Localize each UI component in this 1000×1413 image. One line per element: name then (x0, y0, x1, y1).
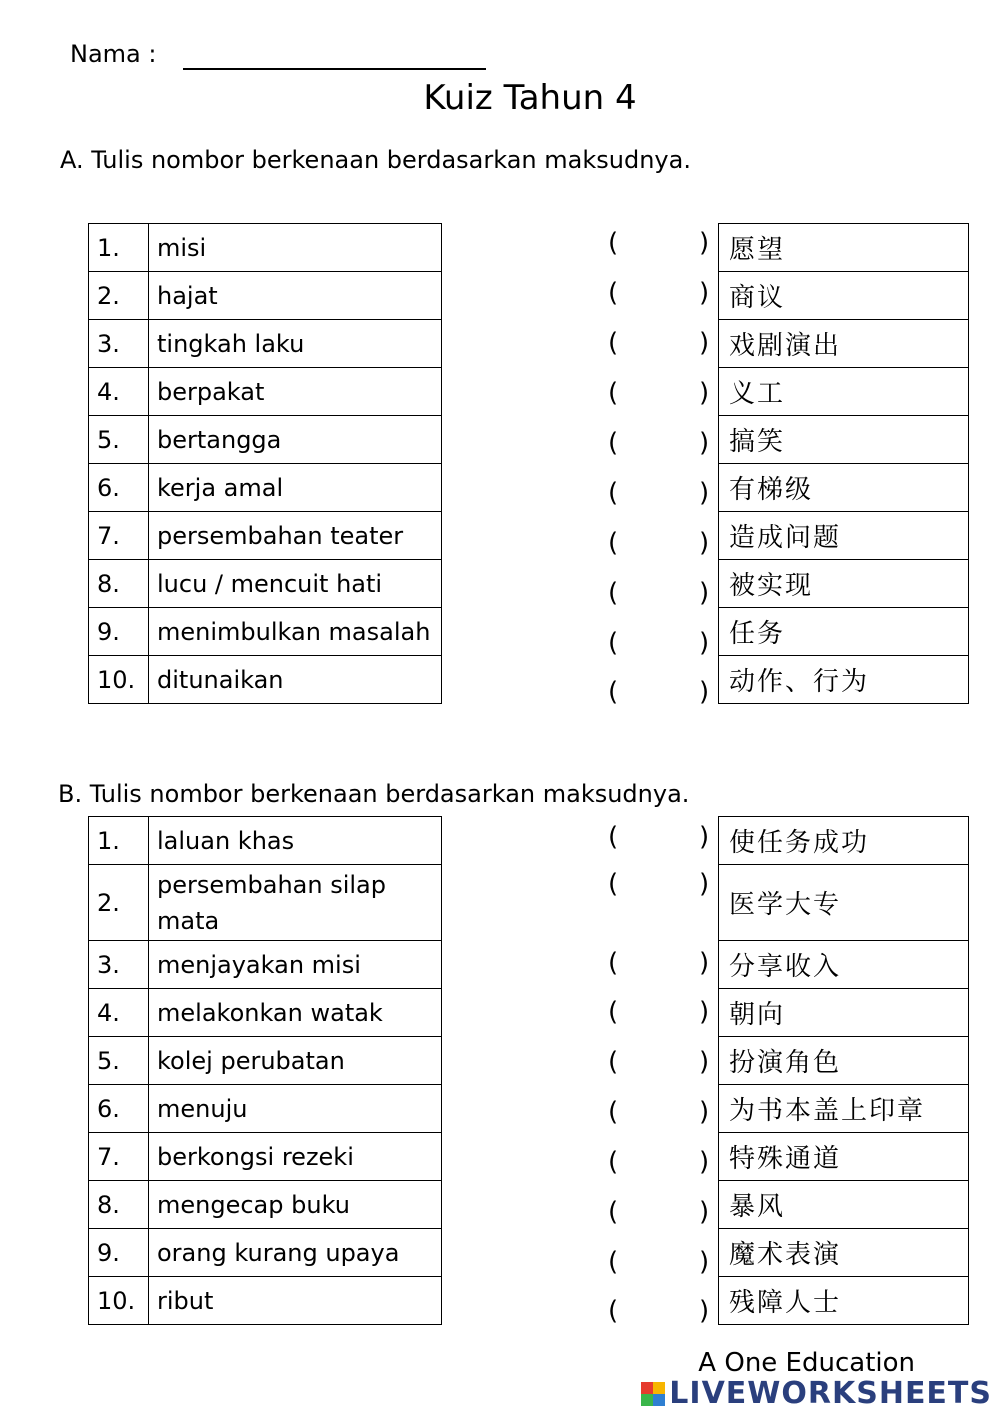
close-bracket: ) (699, 1047, 710, 1077)
item-number: 2. (89, 865, 149, 941)
chinese-meaning: 动作、行为 (719, 656, 969, 704)
table-row (89, 1229, 442, 1277)
open-bracket: ( (608, 1097, 619, 1127)
chinese-meaning: 任务 (719, 608, 969, 656)
table-row (719, 1133, 969, 1181)
open-bracket: ( (608, 628, 619, 658)
open-bracket: ( (608, 228, 619, 258)
table-row (719, 656, 969, 704)
section-b-instruction: B. Tulis nombor berkenaan berdasarkan maksudnya. (58, 780, 690, 808)
table-row (719, 817, 969, 865)
item-number: 6. (89, 1085, 149, 1133)
answer-slot[interactable] (625, 950, 695, 980)
malay-word: mengecap buku (149, 1181, 442, 1229)
malay-word: menjayakan misi (149, 941, 442, 989)
footer-credit: A One Education (698, 1348, 915, 1378)
answer-slot[interactable] (625, 1199, 695, 1229)
chinese-meaning: 朝向 (719, 989, 969, 1037)
answer-slot[interactable] (625, 1149, 695, 1179)
item-number: 9. (89, 1229, 149, 1277)
close-bracket: ) (699, 628, 710, 658)
brand-footer[interactable] (641, 1376, 992, 1411)
table-row (719, 1229, 969, 1277)
section-a-instruction: A. Tulis nombor berkenaan berdasarkan maksudnya. (60, 146, 691, 174)
malay-word: menimbulkan masalah (149, 608, 442, 656)
table-row (89, 1085, 442, 1133)
close-bracket: ) (699, 278, 710, 308)
item-number: 10. (89, 1277, 149, 1325)
close-bracket: ) (699, 1147, 710, 1177)
malay-word: kolej perubatan (149, 1037, 442, 1085)
malay-word: ditunaikan (149, 656, 442, 704)
open-bracket: ( (608, 278, 619, 308)
malay-word: persembahan teater (149, 512, 442, 560)
open-bracket: ( (608, 1047, 619, 1077)
item-number: 9. (89, 608, 149, 656)
answer-slot[interactable] (625, 679, 695, 709)
table-row (719, 272, 969, 320)
close-bracket: ) (699, 997, 710, 1027)
answer-slot[interactable] (625, 280, 695, 310)
open-bracket: ( (608, 948, 619, 978)
close-bracket: ) (699, 478, 710, 508)
table-row (719, 464, 969, 512)
table-row (719, 1277, 969, 1325)
close-bracket: ) (699, 677, 710, 707)
chinese-meaning: 扮演角色 (719, 1037, 969, 1085)
table-row (719, 512, 969, 560)
chinese-meaning: 戏剧演出 (719, 320, 969, 368)
table-row (89, 1037, 442, 1085)
open-bracket: ( (608, 997, 619, 1027)
table-row (719, 989, 969, 1037)
open-bracket: ( (608, 822, 619, 852)
answer-slot[interactable] (625, 480, 695, 510)
malay-word: berkongsi rezeki (149, 1133, 442, 1181)
answer-slot[interactable] (625, 580, 695, 610)
open-bracket: ( (608, 1247, 619, 1277)
malay-word: ribut (149, 1277, 442, 1325)
malay-word: orang kurang upaya (149, 1229, 442, 1277)
close-bracket: ) (699, 228, 710, 258)
malay-word: menuju (149, 1085, 442, 1133)
table-row (719, 560, 969, 608)
table-row (89, 865, 442, 941)
table-row (89, 989, 442, 1037)
chinese-meaning: 商议 (719, 272, 969, 320)
item-number: 8. (89, 1181, 149, 1229)
open-bracket: ( (608, 1197, 619, 1227)
item-number: 2. (89, 272, 149, 320)
close-bracket: ) (699, 528, 710, 558)
close-bracket: ) (699, 1296, 710, 1326)
close-bracket: ) (699, 428, 710, 458)
open-bracket: ( (608, 328, 619, 358)
close-bracket: ) (699, 328, 710, 358)
table-row (89, 941, 442, 989)
liveworksheets-logo-icon (641, 1382, 665, 1406)
answer-slot[interactable] (625, 1049, 695, 1079)
item-number: 1. (89, 224, 149, 272)
answer-slot[interactable] (625, 430, 695, 460)
table-row (89, 320, 442, 368)
item-number: 10. (89, 656, 149, 704)
malay-word: bertangga (149, 416, 442, 464)
table-row (719, 368, 969, 416)
table-row (719, 865, 969, 941)
close-bracket: ) (699, 869, 710, 899)
chinese-meaning: 魔术表演 (719, 1229, 969, 1277)
name-label: Nama : (70, 40, 157, 68)
malay-word: persembahan silap mata (149, 865, 442, 941)
page-title: Kuiz Tahun 4 (423, 78, 637, 118)
open-bracket: ( (608, 1147, 619, 1177)
table-row (89, 1181, 442, 1229)
answer-slot[interactable] (625, 999, 695, 1029)
table-row (89, 464, 442, 512)
malay-word: hajat (149, 272, 442, 320)
close-bracket: ) (699, 378, 710, 408)
chinese-meaning: 残障人士 (719, 1277, 969, 1325)
chinese-meaning: 搞笑 (719, 416, 969, 464)
answer-slot[interactable] (625, 230, 695, 260)
section-b-word-table (88, 816, 442, 1325)
malay-word: tingkah laku (149, 320, 442, 368)
table-row (89, 368, 442, 416)
chinese-meaning: 特殊通道 (719, 1133, 969, 1181)
brand-name: LIVEWORKSHEETS (669, 1376, 992, 1411)
malay-word: kerja amal (149, 464, 442, 512)
table-row (89, 1277, 442, 1325)
malay-word: lucu / mencuit hati (149, 560, 442, 608)
table-row (89, 224, 442, 272)
table-row (719, 941, 969, 989)
answer-slot[interactable] (625, 630, 695, 660)
answer-slot[interactable] (625, 1298, 695, 1328)
table-row (719, 416, 969, 464)
answer-slot[interactable] (625, 530, 695, 560)
item-number: 7. (89, 512, 149, 560)
table-row (89, 560, 442, 608)
answer-slot[interactable] (625, 380, 695, 410)
chinese-meaning: 愿望 (719, 224, 969, 272)
open-bracket: ( (608, 1296, 619, 1326)
close-bracket: ) (699, 578, 710, 608)
section-a-word-table (88, 223, 442, 704)
item-number: 6. (89, 464, 149, 512)
table-row (719, 1085, 969, 1133)
item-number: 1. (89, 817, 149, 865)
table-row (719, 1037, 969, 1085)
table-row (89, 656, 442, 704)
answer-slot[interactable] (625, 1099, 695, 1129)
item-number: 5. (89, 1037, 149, 1085)
open-bracket: ( (608, 428, 619, 458)
close-bracket: ) (699, 1247, 710, 1277)
table-row (719, 224, 969, 272)
chinese-meaning: 分享收入 (719, 941, 969, 989)
table-row (89, 608, 442, 656)
close-bracket: ) (699, 1197, 710, 1227)
malay-word: berpakat (149, 368, 442, 416)
chinese-meaning: 为书本盖上印章 (719, 1085, 969, 1133)
item-number: 4. (89, 989, 149, 1037)
chinese-meaning: 有梯级 (719, 464, 969, 512)
chinese-meaning: 医学大专 (719, 865, 969, 941)
malay-word: melakonkan watak (149, 989, 442, 1037)
table-row (89, 272, 442, 320)
open-bracket: ( (608, 677, 619, 707)
chinese-meaning: 义工 (719, 368, 969, 416)
table-row (719, 320, 969, 368)
item-number: 4. (89, 368, 149, 416)
answer-slot[interactable] (625, 871, 695, 901)
chinese-meaning: 使任务成功 (719, 817, 969, 865)
item-number: 3. (89, 320, 149, 368)
malay-word: misi (149, 224, 442, 272)
open-bracket: ( (608, 869, 619, 899)
answer-slot[interactable] (625, 330, 695, 360)
table-row (89, 416, 442, 464)
item-number: 5. (89, 416, 149, 464)
open-bracket: ( (608, 478, 619, 508)
item-number: 3. (89, 941, 149, 989)
table-row (89, 512, 442, 560)
table-row (89, 1133, 442, 1181)
close-bracket: ) (699, 948, 710, 978)
open-bracket: ( (608, 578, 619, 608)
table-row (719, 608, 969, 656)
close-bracket: ) (699, 1097, 710, 1127)
section-b-meaning-table (718, 816, 969, 1325)
chinese-meaning: 暴风 (719, 1181, 969, 1229)
name-input-line[interactable] (183, 68, 486, 70)
malay-word: laluan khas (149, 817, 442, 865)
open-bracket: ( (608, 378, 619, 408)
open-bracket: ( (608, 528, 619, 558)
close-bracket: ) (699, 822, 710, 852)
answer-slot[interactable] (625, 824, 695, 854)
chinese-meaning: 造成问题 (719, 512, 969, 560)
section-a-meaning-table (718, 223, 969, 704)
answer-slot[interactable] (625, 1249, 695, 1279)
table-row (719, 1181, 969, 1229)
item-number: 8. (89, 560, 149, 608)
chinese-meaning: 被实现 (719, 560, 969, 608)
item-number: 7. (89, 1133, 149, 1181)
table-row (89, 817, 442, 865)
